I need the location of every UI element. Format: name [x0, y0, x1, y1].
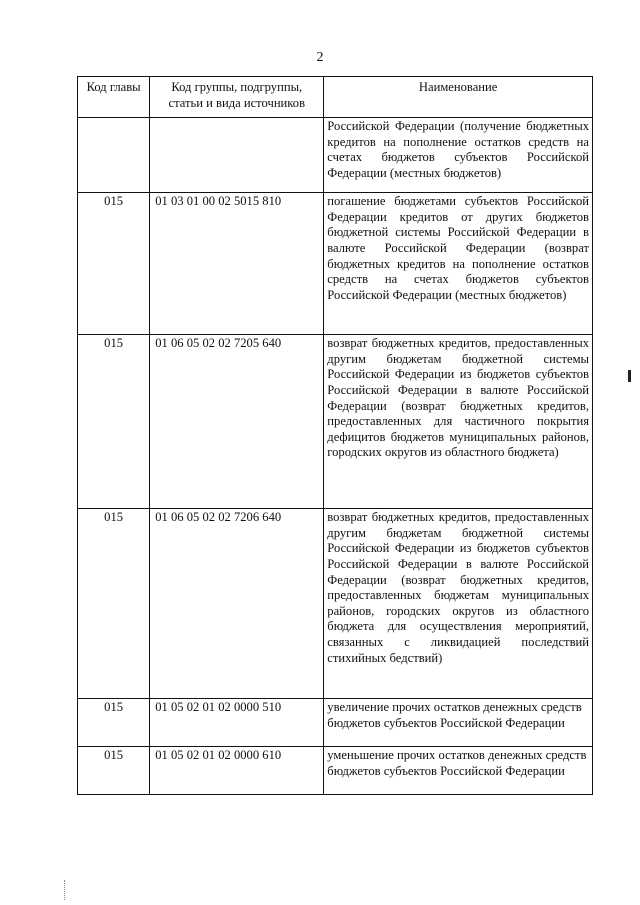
head-code-cell: 015 — [78, 193, 150, 335]
name-cell: уменьшение прочих остатков денежных средств бюджетов субъектов Российской Федерации — [324, 747, 593, 795]
header-group-code: Код группы, подгруппы, статьи и вида источников — [150, 77, 324, 118]
table-row — [78, 118, 593, 193]
name-cell: Российской Федерации (получение бюджетных кредитов на пополнение остатков средств на счетах бюджетов субъектов Российской Федерации (местных бюджетов) — [324, 118, 593, 193]
head-code-cell: 015 — [78, 747, 150, 795]
header-head-code: Код главы — [78, 77, 150, 118]
header-name: Наименование — [324, 77, 593, 118]
table-row — [78, 699, 593, 747]
name-cell: погашение бюджетами субъектов Российской Федерации кредитов от других бюджетов бюджетной системы Российской Федерации в валюте Российской Федерации (возврат бюджетных кредитов на пополнение остатков средств на счетах бюджетов субъектов Российской Федерации (местных бюджетов) — [324, 193, 593, 335]
head-code-cell: 015 — [78, 509, 150, 699]
table-row — [78, 335, 593, 509]
name-cell: возврат бюджетных кредитов, предоставленных другим бюджетам бюджетной системы Российской Федерации из бюджетов субъектов Российской Федерации в валюте Российской Федерации (возврат бюджетных кредитов, предоставленных бюджетам муниципальных районов, городских округов из областного бюджета для осуществления мероприятий, связанных с ликвидацией последствий стихийных бедствий) — [324, 509, 593, 699]
name-cell: возврат бюджетных кредитов, предоставленных другим бюджетам бюджетной системы Российской Федерации из бюджетов субъектов Российской Федерации в валюте Российской Федерации (возврат бюджетных кредитов, предоставленных для частичного покрытия дефицитов бюджетов муниципальных районов, городских округов из областного бюджета) — [324, 335, 593, 509]
name-cell: увеличение прочих остатков денежных средств бюджетов субъектов Российской Федерации — [324, 699, 593, 747]
head-code-cell: 015 — [78, 699, 150, 747]
scan-dotted-edge — [64, 880, 66, 900]
group-code-cell: 01 05 02 01 02 0000 610 — [150, 747, 324, 795]
table-row — [78, 747, 593, 795]
head-code-cell: 015 — [78, 335, 150, 509]
group-code-cell: 01 06 05 02 02 7206 640 — [150, 509, 324, 699]
table-header-row — [78, 77, 593, 118]
scan-edge-mark — [628, 370, 631, 382]
page-number: 2 — [316, 50, 324, 65]
table-row — [78, 509, 593, 699]
head-code-cell — [78, 118, 150, 193]
group-code-cell: 01 03 01 00 02 5015 810 — [150, 193, 324, 335]
sources-table — [77, 76, 593, 795]
table-row — [78, 193, 593, 335]
group-code-cell: 01 05 02 01 02 0000 510 — [150, 699, 324, 747]
group-code-cell — [150, 118, 324, 193]
group-code-cell: 01 06 05 02 02 7205 640 — [150, 335, 324, 509]
